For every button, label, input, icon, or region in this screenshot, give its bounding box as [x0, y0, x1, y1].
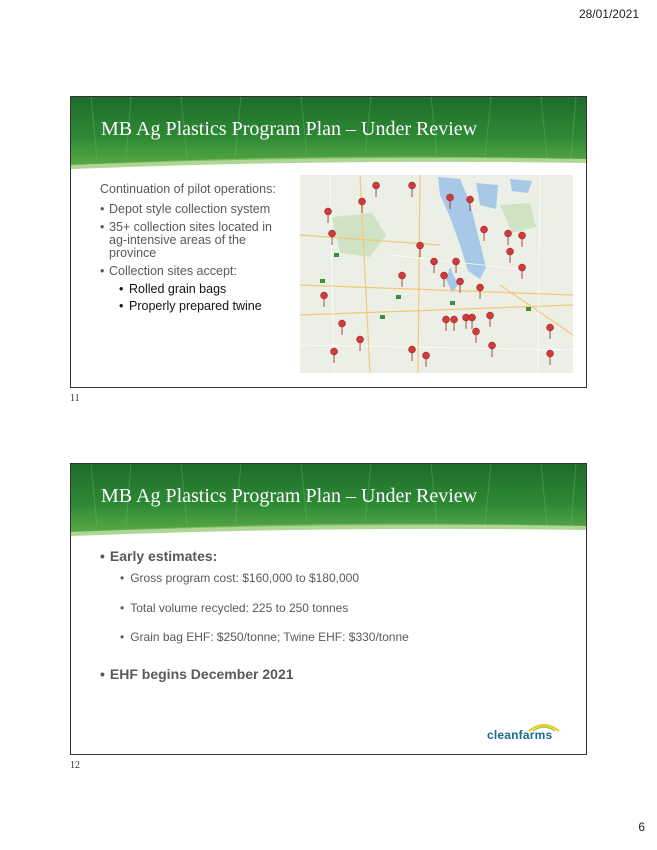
estimate-item: • Grain bag EHF: $250/tonne; Twine EHF: $330/tonne: [120, 630, 409, 644]
slide-header: [71, 464, 587, 544]
slide-number: 12: [70, 760, 80, 771]
bullet-item: [100, 265, 290, 313]
heading-text: EHF begins December 2021: [109, 666, 294, 682]
bullet-text: Collection sites accept:: [109, 264, 237, 278]
intro-text: Continuation of pilot operations:: [100, 182, 276, 196]
sub-bullet-item: • Rolled grain bags: [119, 283, 290, 296]
heading-early-estimates: • Early estimates:: [100, 548, 218, 564]
sub-bullet-item: • Properly prepared twine: [119, 300, 290, 313]
slide-title: MB Ag Plastics Program Plan – Under Review: [101, 118, 478, 140]
page-number: 6: [638, 820, 645, 834]
heading-ehf-begins: • EHF begins December 2021: [100, 666, 294, 682]
slide-title: MB Ag Plastics Program Plan – Under Review: [101, 485, 478, 507]
collection-sites-map: [300, 175, 573, 373]
slide-header: [71, 97, 587, 177]
cleanfarms-logo: [487, 722, 561, 742]
page-date: 28/01/2021: [578, 7, 639, 21]
estimate-text: Grain bag EHF: $250/tonne; Twine EHF: $330/tonne: [130, 630, 409, 644]
map-icon: [300, 175, 573, 373]
estimate-text: Gross program cost: $160,000 to $180,000: [130, 571, 360, 585]
bullet-list: [100, 203, 290, 318]
bullet-item: • Depot style collection system: [100, 203, 290, 216]
slide-number: 11: [70, 393, 80, 404]
sub-bullet-list: [109, 283, 290, 313]
heading-text: Early estimates:: [109, 548, 218, 564]
estimate-text: Total volume recycled: 225 to 250 tonnes: [130, 601, 349, 615]
slide-12: [70, 463, 587, 755]
slide-11: [70, 96, 587, 388]
estimate-item: • Gross program cost: $160,000 to $180,000: [120, 571, 360, 585]
estimate-item: • Total volume recycled: 225 to 250 tonnes: [120, 601, 349, 615]
bullet-item: • 35+ collection sites located in ag-intensive areas of the province: [100, 221, 290, 260]
logo-text: cleanfarms: [487, 728, 553, 742]
